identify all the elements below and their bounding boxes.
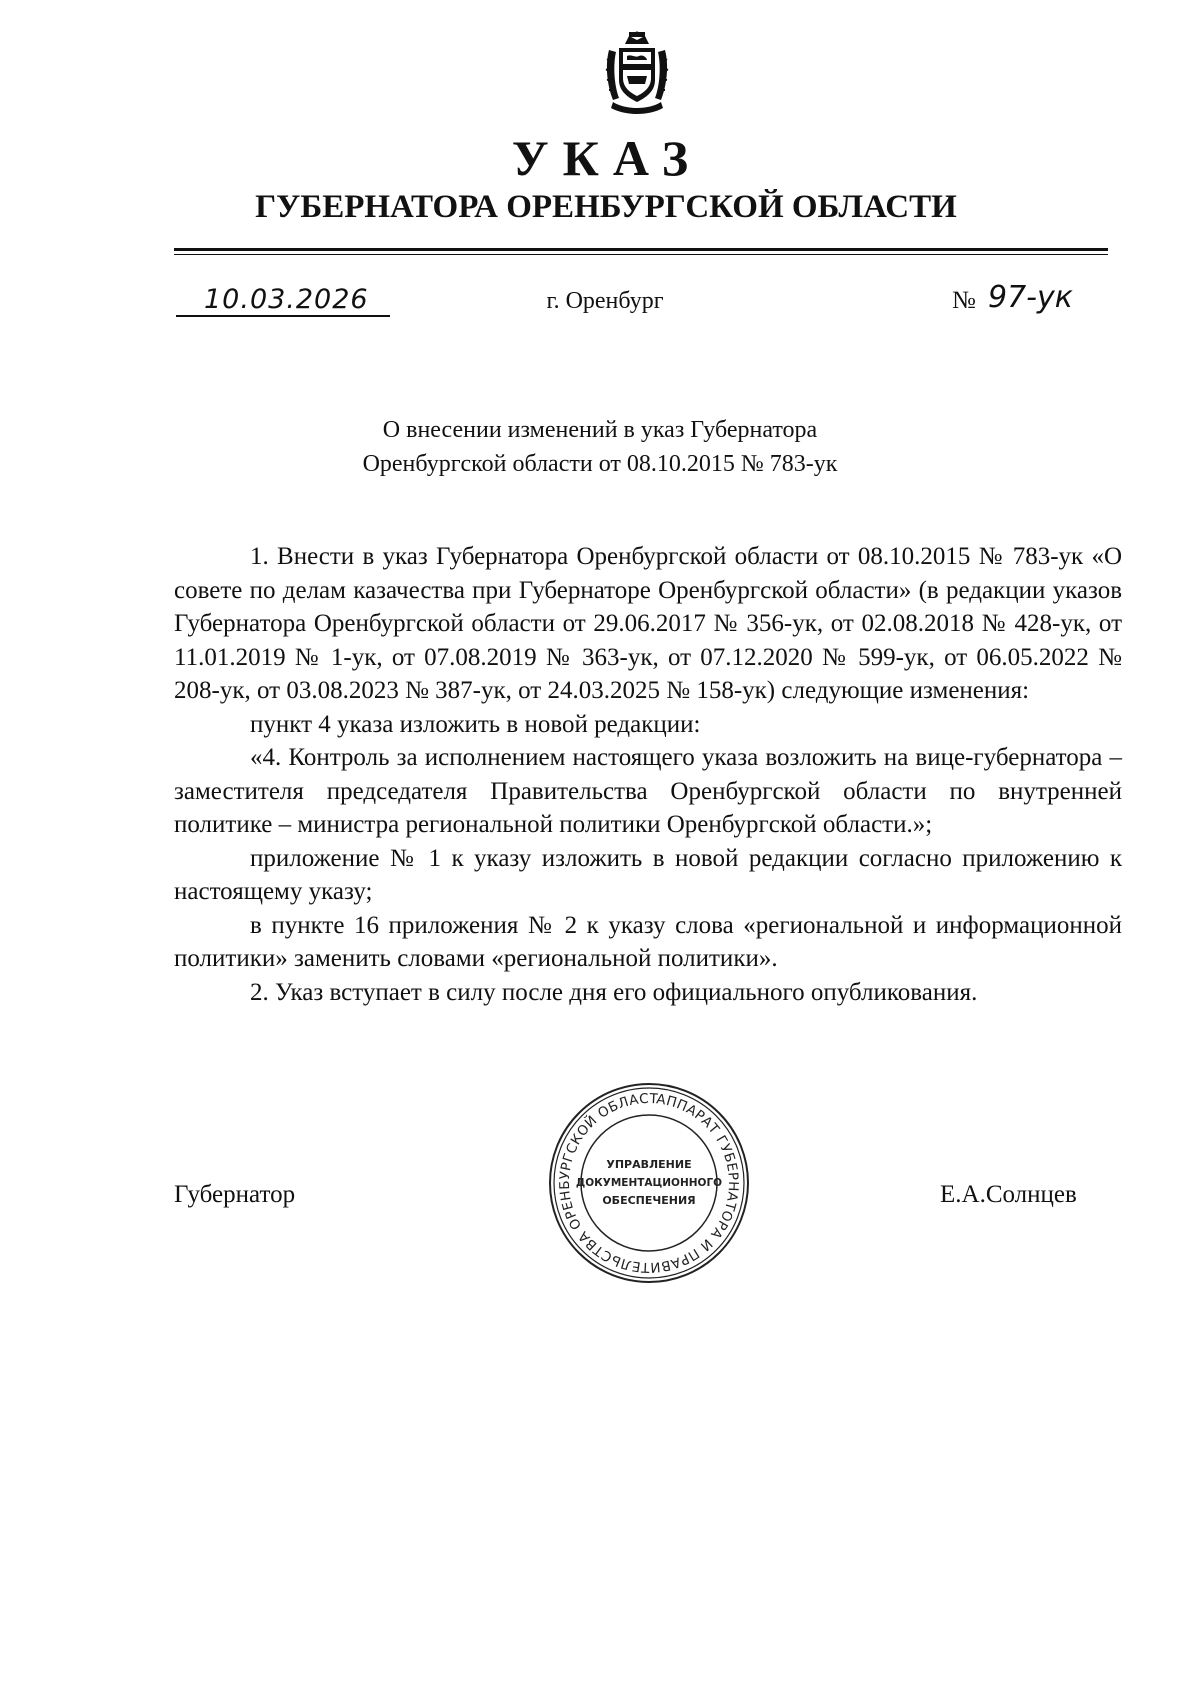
signer-position: Губернатор bbox=[174, 1181, 296, 1208]
body-paragraph: приложение № 1 к указу изложить в новой редакции согласно приложению к настоящему указу; bbox=[174, 844, 1122, 905]
body-paragraph: пункт 4 указа изложить в новой редакции: bbox=[250, 710, 701, 738]
signer-name: Е.А.Солнцев bbox=[940, 1181, 1077, 1208]
document-body bbox=[174, 540, 1122, 1009]
heading-line-1: О внесении изменений в указ Губернатора bbox=[382, 417, 818, 443]
coat-of-arms-icon bbox=[603, 30, 671, 116]
body-paragraph: «4. Контроль за исполнением настоящего указа возложить на вице-губернатора – заместителя председателя Правительства Оренбургской области по внутренней политике – министра региональной политики Оренбургской области.»; bbox=[174, 744, 1122, 838]
issuer-subtitle: ГУБЕРНАТОРА ОРЕНБУРГСКОЙ ОБЛАСТИ bbox=[255, 189, 957, 225]
header-rule-thin bbox=[174, 254, 1108, 255]
number-field bbox=[952, 278, 1122, 338]
stamp-outer-text: АППАРАТ ГУБЕРНАТОРА И ПРАВИТЕЛЬСТВА ОРЕНБУРГСКОЙ ОБЛАСТИ bbox=[556, 1090, 742, 1276]
document-type-title: УКАЗ bbox=[511, 130, 703, 186]
body-paragraph: 2. Указ вступает в силу после дня его официального опубликования. bbox=[250, 978, 978, 1006]
body-paragraph: в пункте 16 приложения № 2 к указу слова «региональной и информационной политики» заменить словами «региональной политики». bbox=[174, 911, 1122, 972]
handwritten-number: 97-ук bbox=[988, 280, 1073, 315]
document-heading bbox=[0, 413, 1200, 481]
stamp-inner-line-1: УПРАВЛЕНИЕ bbox=[606, 1158, 692, 1171]
stamp-inner-line-2: ДОКУМЕНТАЦИОННОГО bbox=[575, 1177, 723, 1189]
body-paragraph: 1. Внести в указ Губернатора Оренбургской области от 08.10.2015 № 783-ук «О совете по делам казачества при Губернаторе Оренбургской области» (в редакции указов Губернатора Оренбургской области от 29.06.2017 № 356-ук, от 02.08.2018 № 428-ук, от 11.01.2019 № 1-ук, от 07.08.2019 № 363-ук, от 07.12.2020 № 599-ук, от 06.05.2022 № 208-ук, от 03.08.2023 № 387-ук, от 24.03.2025 № 158-ук) следующие изменения: bbox=[174, 543, 1122, 704]
heading-line-2: Оренбургской области от 08.10.2015 № 783-ук bbox=[362, 451, 838, 477]
header-rule-thick bbox=[174, 248, 1108, 251]
handwritten-date: 10.03.2026 bbox=[204, 284, 369, 315]
official-stamp bbox=[546, 1080, 752, 1286]
number-sign: № bbox=[952, 287, 976, 314]
stamp-inner-line-3: ОБЕСПЕЧЕНИЯ bbox=[602, 1194, 696, 1207]
city-label: г. Оренбург bbox=[546, 288, 664, 314]
